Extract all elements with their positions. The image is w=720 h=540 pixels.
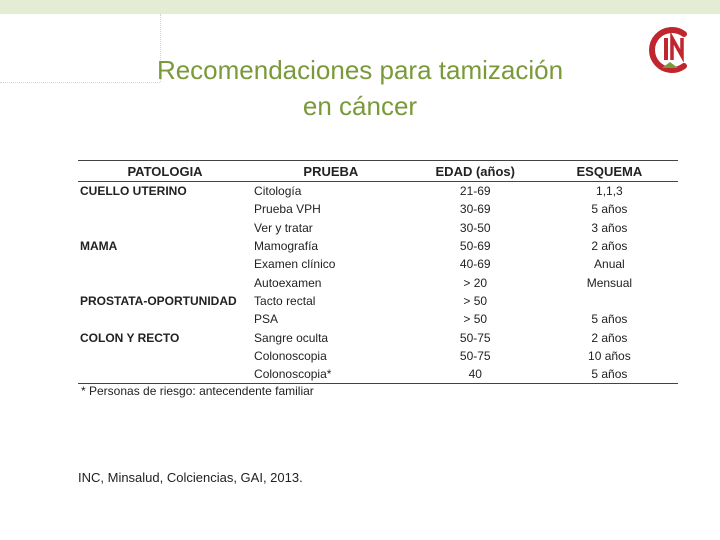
cell-patologia (78, 273, 252, 291)
cell-patologia (78, 365, 252, 384)
cell-patologia (78, 219, 252, 237)
table-header-row (78, 161, 678, 182)
cell-esquema: 2 años (591, 239, 628, 254)
header-patologia: PATOLOGIA (78, 161, 252, 182)
table-row (78, 365, 678, 384)
table-row (78, 255, 678, 273)
cell-patologia: MAMA (80, 239, 118, 254)
slide-title (100, 52, 620, 124)
cell-patologia: CUELLO UTERINO (80, 184, 187, 199)
cell-prueba: Citología (254, 184, 302, 199)
header-prueba: PRUEBA (252, 161, 410, 182)
cell-prueba: PSA (254, 312, 279, 327)
cell-prueba: Examen clínico (254, 257, 336, 272)
cell-prueba: Colonoscopia (254, 348, 327, 363)
cell-esquema: 5 años (541, 365, 678, 384)
slide-title-line2: en cáncer (302, 91, 418, 121)
cell-patologia (78, 255, 252, 273)
table-row (78, 237, 678, 255)
table-row (78, 347, 678, 365)
inc-logo (644, 22, 696, 78)
cell-patologia (78, 347, 252, 365)
cell-edad: 30-50 (459, 220, 491, 235)
cell-edad: 50-75 (459, 330, 491, 345)
slide-title-line1: Recomendaciones para tamización (156, 55, 564, 85)
cell-prueba: Ver y tratar (254, 220, 313, 235)
cell-patologia: COLON Y RECTO (80, 330, 180, 345)
cell-edad: 50-75 (459, 348, 491, 363)
cell-edad: 50-69 (459, 239, 491, 254)
cell-edad: > 20 (463, 275, 488, 290)
cell-prueba: Colonoscopia* (252, 365, 410, 384)
screening-table (78, 160, 678, 384)
cell-esquema (541, 292, 678, 310)
source-citation: INC, Minsalud, Colciencias, GAI, 2013. (78, 470, 303, 485)
cell-edad: 30-69 (459, 202, 491, 217)
table-footnote: * Personas de riesgo: antecendente familiar (81, 384, 314, 398)
cell-prueba: Mamografía (254, 239, 319, 254)
cell-esquema: 5 años (591, 202, 628, 217)
table-row (78, 200, 678, 218)
cell-edad: 40-69 (459, 257, 491, 272)
cell-edad: 40 (410, 365, 541, 384)
cell-prueba: Tacto rectal (254, 293, 316, 308)
cell-esquema: 10 años (588, 348, 631, 363)
cell-prueba: Autoexamen (254, 275, 322, 290)
cell-patologia (78, 200, 252, 218)
cell-esquema: 3 años (591, 220, 628, 235)
table-row (78, 273, 678, 291)
cell-patologia (78, 310, 252, 328)
cell-esquema: Mensual (586, 275, 633, 290)
table-row (78, 182, 678, 201)
header-edad: EDAD (años) (410, 161, 541, 182)
cell-edad: > 50 (463, 293, 488, 308)
table-row (78, 310, 678, 328)
cell-prueba: Prueba VPH (254, 202, 321, 217)
table-row (78, 292, 678, 310)
table-row (78, 219, 678, 237)
table-row (78, 328, 678, 346)
top-accent-bar (0, 0, 720, 14)
cell-esquema: 1,1,3 (596, 184, 623, 199)
header-esquema: ESQUEMA (541, 161, 678, 182)
cell-esquema: 5 años (591, 312, 628, 327)
cell-esquema: Anual (594, 257, 625, 272)
cell-edad: > 50 (463, 312, 488, 327)
cell-prueba: Sangre oculta (254, 330, 329, 345)
cell-patologia: PROSTATA-OPORTUNIDAD (80, 293, 237, 308)
cell-edad: 21-69 (459, 184, 491, 199)
cell-esquema: 2 años (591, 330, 628, 345)
